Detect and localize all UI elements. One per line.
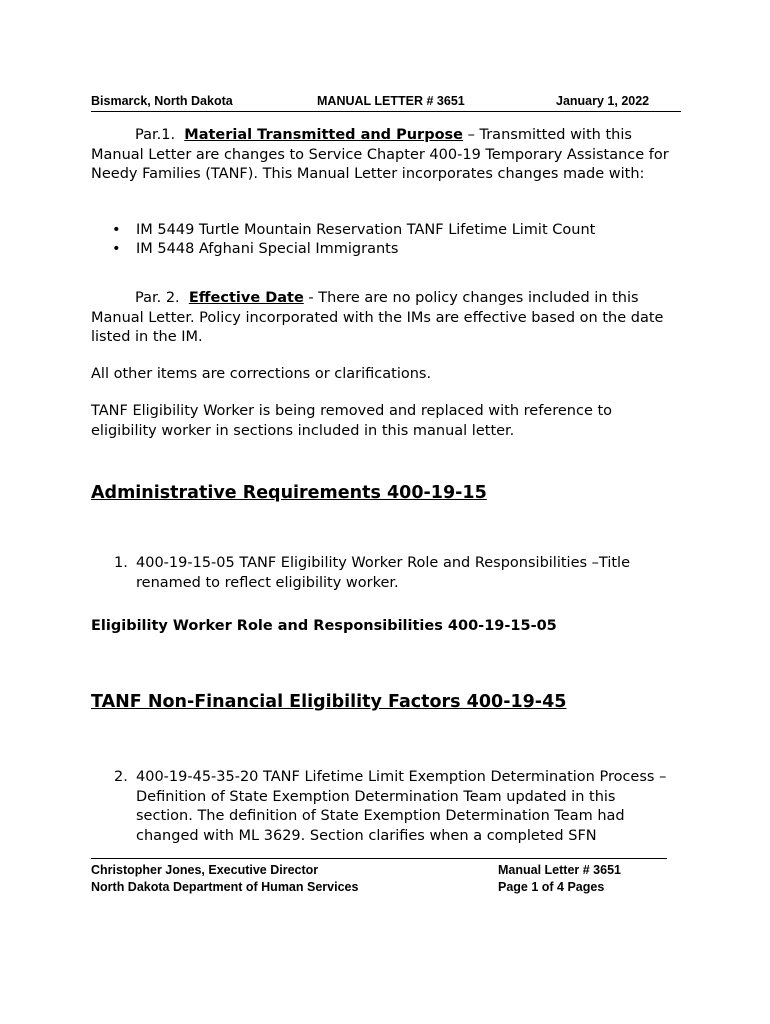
bullet-icon: • [112, 222, 121, 238]
bullet-item [112, 221, 595, 240]
footer-divider [91, 858, 667, 859]
footer-signer: Christopher Jones, Executive Director [91, 863, 319, 877]
bullet-item [112, 240, 398, 259]
section-heading-non-financial: TANF Non-Financial Eligibility Factors 400-19-45 [91, 692, 567, 712]
par2-prefix: Par. 2. [135, 290, 180, 306]
par1-label: Material Transmitted and Purpose [184, 127, 464, 143]
item-number: 2. [114, 769, 128, 785]
par2-text: - There are no policy changes included in this Manual Letter. Policy incorporated with the IMs are effective based on the date listed in the IM. [91, 290, 664, 345]
bullet-icon: • [112, 241, 121, 257]
header-letter-number: MANUAL LETTER # 3651 [317, 94, 465, 108]
subheading-eligibility-worker: Eligibility Worker Role and Responsibilities 400-19-15-05 [91, 618, 557, 634]
footer-department: North Dakota Department of Human Services [91, 880, 359, 894]
footer-letter-number: Manual Letter # 3651 [498, 863, 621, 877]
item-number: 1. [114, 555, 128, 571]
item-text: 400-19-45-35-20 TANF Lifetime Limit Exemption Determination Process – Definition of State Exemption Determination Team updated in this section. The definition of State Exemption Determination Team had changed with ML 3629. Section clarifies when a completed SFN [136, 769, 667, 844]
section-heading-administrative: Administrative Requirements 400-19-15 [91, 483, 487, 503]
header-date: January 1, 2022 [556, 94, 650, 108]
paragraph-1 [91, 126, 671, 185]
par1-prefix: Par.1. [135, 127, 176, 143]
item-text: 400-19-15-05 TANF Eligibility Worker Role and Responsibilities –Title renamed to reflect eligibility worker. [136, 555, 630, 591]
header-location: Bismarck, North Dakota [91, 94, 233, 108]
page-header [91, 93, 681, 112]
other-items-text: All other items are corrections or clarifications. [91, 366, 432, 382]
footer-page-count: Page 1 of 4 Pages [498, 880, 605, 894]
par2-label: Effective Date [188, 290, 304, 306]
par1-text: – Transmitted with this Manual Letter are changes to Service Chapter 400-19 Temporary Assistance for Needy Families (TANF). This Manual Letter incorporates changes made with: [91, 127, 669, 182]
numbered-item-1 [114, 554, 674, 593]
numbered-item-2 [114, 768, 674, 846]
paragraph-2 [91, 289, 671, 348]
bullet-text: IM 5449 Turtle Mountain Reservation TANF Lifetime Limit Count [136, 222, 596, 238]
bullet-text: IM 5448 Afghani Special Immigrants [136, 241, 399, 257]
tanf-worker-text: TANF Eligibility Worker is being removed and replaced with reference to eligibility worker in sections included in this manual letter. [91, 403, 613, 439]
